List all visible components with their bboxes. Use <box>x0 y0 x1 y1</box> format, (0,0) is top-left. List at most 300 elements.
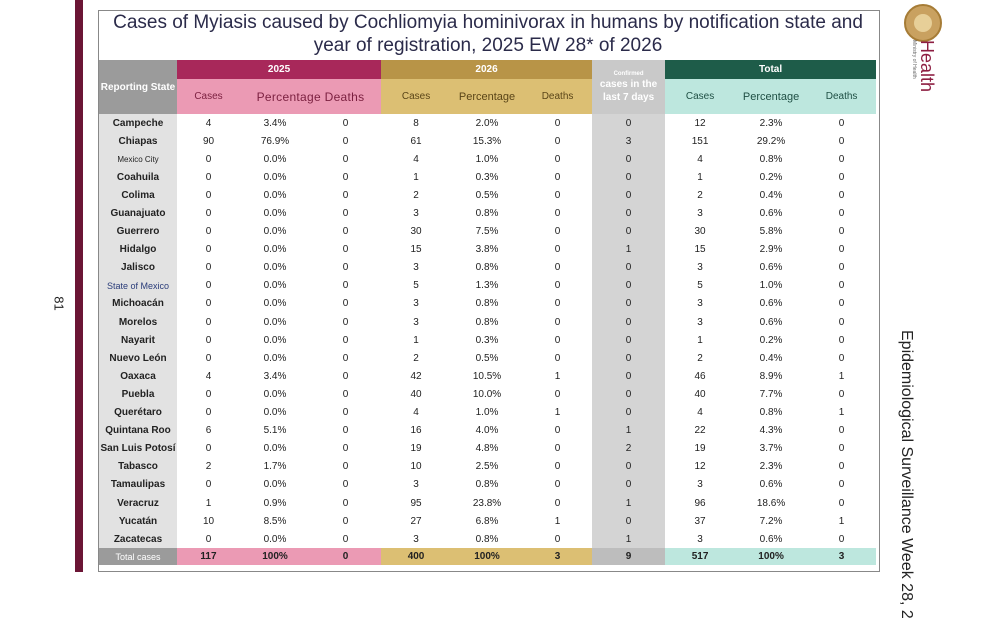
confirmed-cell: 0 <box>592 458 665 476</box>
table-cell: 4.3% <box>759 425 783 437</box>
table-cell: 0.6% <box>759 479 783 491</box>
table-cell: 0 <box>838 425 845 437</box>
state-name: Querétaro <box>99 404 177 422</box>
table-cell: 0 <box>838 479 845 491</box>
state-name: Campeche <box>99 114 177 132</box>
table-row <box>99 458 876 476</box>
confirmed-cell: 0 <box>592 204 665 222</box>
subheader-total-percentage: Percentage <box>735 79 807 114</box>
table-row <box>99 277 876 295</box>
total-label: Total cases <box>99 548 177 565</box>
table-row <box>99 295 876 313</box>
table-cell: 0 <box>554 316 561 328</box>
table-cell: 0 <box>205 298 212 310</box>
table-cell: 0 <box>205 316 212 328</box>
table-cell: 0.6% <box>759 262 783 274</box>
table-row <box>99 331 876 349</box>
table-cell: 0 <box>342 208 349 220</box>
state-name: Puebla <box>99 385 177 403</box>
table-cell: 0 <box>205 153 212 165</box>
table-cell: 0 <box>342 461 349 473</box>
table-cell: 3 <box>413 533 419 545</box>
table-cell: 0 <box>838 388 845 400</box>
subheader-2026-cases: Cases <box>381 79 451 114</box>
table-cell: 4.0% <box>475 425 499 437</box>
table-row <box>99 313 876 331</box>
total-cell: 117 <box>177 548 240 565</box>
table-cell: 3.7% <box>759 443 783 455</box>
table-cell: 3 <box>413 298 419 310</box>
state-name: State of Mexico <box>99 277 177 295</box>
table-cell: 0.8% <box>759 407 783 419</box>
table-cell: 0 <box>838 497 845 509</box>
table-cell: 3 <box>413 479 419 491</box>
table-cell: 0 <box>205 262 212 274</box>
table-cell: 3 <box>697 262 703 274</box>
table-cell: 16 <box>410 425 422 437</box>
page-title: Cases of Myiasis caused by Cochliomyia hominivorax in humans by notification state and year of registration, 2025 EW 28* of 2026 <box>113 12 863 56</box>
table-cell: 6.8% <box>475 515 499 527</box>
state-name: Veracruz <box>99 494 177 512</box>
table-cell: 12 <box>694 117 706 129</box>
table-cell: 0.0% <box>263 171 287 183</box>
table-cell: 40 <box>410 388 422 400</box>
state-name: Coahuila <box>99 168 177 186</box>
confirmed-cell: 0 <box>592 295 665 313</box>
table-cell: 0.2% <box>759 171 783 183</box>
subheader-2026-deaths: Deaths <box>523 79 592 114</box>
confirmed-cell: 0 <box>592 150 665 168</box>
table-cell: 0 <box>554 171 561 183</box>
table-cell: 0.0% <box>263 388 287 400</box>
table-cell: 0.0% <box>263 533 287 545</box>
table-cell: 0.6% <box>759 316 783 328</box>
table-cell: 0 <box>342 153 349 165</box>
table-cell: 40 <box>694 388 706 400</box>
table-cell: 5.8% <box>759 226 783 238</box>
table-cell: 0.0% <box>263 334 287 346</box>
table-cell: 4.8% <box>475 443 499 455</box>
table-cell: 1 <box>413 171 419 183</box>
table-row <box>99 476 876 494</box>
table-cell: 2 <box>697 352 703 364</box>
table-cell: 1.7% <box>263 461 287 473</box>
table-cell: 46 <box>694 370 706 382</box>
state-column-header: Reporting State <box>99 60 177 114</box>
confirmed-small-label: Confirmed <box>613 71 644 77</box>
confirmed-cell: 0 <box>592 259 665 277</box>
table-row <box>99 512 876 530</box>
left-decorative-bar <box>75 0 83 572</box>
table-cell: 2 <box>413 352 419 364</box>
table-cell: 8.9% <box>759 370 783 382</box>
table-cell: 0 <box>342 479 349 491</box>
table-row <box>99 440 876 458</box>
state-name: Mexico City <box>99 150 177 168</box>
table-cell: 1 <box>413 334 419 346</box>
table-cell: 0 <box>342 298 349 310</box>
table-cell: 2 <box>205 461 212 473</box>
confirmed-cell: 0 <box>592 186 665 204</box>
table-cell: 3 <box>697 479 703 491</box>
table-cell: 0 <box>342 280 349 292</box>
table-cell: 0.6% <box>759 298 783 310</box>
table-cell: 4 <box>697 407 703 419</box>
table-cell: 7.7% <box>759 388 783 400</box>
table-cell: 1.0% <box>759 280 783 292</box>
table-cell: 5 <box>697 280 703 292</box>
table-cell: 8 <box>413 117 419 129</box>
table-cell: 0 <box>554 497 561 509</box>
table-cell: 0.0% <box>263 352 287 364</box>
table-cell: 0 <box>342 135 349 147</box>
confirmed-cell: 0 <box>592 476 665 494</box>
table-cell: 0.0% <box>263 244 287 256</box>
table-cell: 0 <box>205 226 212 238</box>
confirmed-cell: 0 <box>592 168 665 186</box>
table-cell: 0.0% <box>263 479 287 491</box>
table-cell: 0.2% <box>759 334 783 346</box>
table-cell: 0.5% <box>475 189 499 201</box>
table-cell: 0.0% <box>263 208 287 220</box>
table-cell: 0 <box>342 352 349 364</box>
table-cell: 0 <box>342 226 349 238</box>
table-cell: 0.0% <box>263 298 287 310</box>
table-cell: 1 <box>697 171 703 183</box>
table-cell: 0 <box>838 226 845 238</box>
table-row <box>99 422 876 440</box>
table-cell: 0.5% <box>475 352 499 364</box>
confirmed-cell: 0 <box>592 385 665 403</box>
table-cell: 29.2% <box>756 135 786 147</box>
table-cell: 3.4% <box>263 370 287 382</box>
table-cell: 0 <box>205 407 212 419</box>
table-row <box>99 367 876 385</box>
total-cell: 9 <box>592 548 665 565</box>
table-cell: 0.3% <box>475 334 499 346</box>
table-cell: 18.6% <box>756 497 786 509</box>
table-row <box>99 186 876 204</box>
state-name: Oaxaca <box>99 367 177 385</box>
table-cell: 0 <box>342 443 349 455</box>
table-cell: 1.0% <box>475 407 499 419</box>
table-cell: 1 <box>697 334 703 346</box>
table-cell: 0 <box>342 117 349 129</box>
table-cell: 3 <box>697 208 703 220</box>
table-cell: 0 <box>205 334 212 346</box>
table-cell: 0 <box>554 208 561 220</box>
table-cell: 0 <box>554 189 561 201</box>
confirmed-cell: 1 <box>592 422 665 440</box>
table-cell: 0 <box>554 135 561 147</box>
subheader-total-cases: Cases <box>665 79 735 114</box>
total-cell: 100% <box>240 548 310 565</box>
table-cell: 12 <box>694 461 706 473</box>
table-row <box>99 132 876 150</box>
total-cell: 3 <box>523 548 592 565</box>
cases-table <box>99 60 876 565</box>
table-cell: 0 <box>838 244 845 256</box>
table-cell: 0 <box>342 533 349 545</box>
table-cell: 0 <box>838 135 845 147</box>
table-cell: 0 <box>838 461 845 473</box>
table-cell: 0 <box>205 533 212 545</box>
state-name: Colima <box>99 186 177 204</box>
table-cell: 1.0% <box>475 153 499 165</box>
confirmed-cell: 0 <box>592 114 665 132</box>
group-header-2026: 2026 <box>381 60 592 79</box>
table-cell: 1 <box>554 370 561 382</box>
table-cell: 0 <box>342 425 349 437</box>
table-row <box>99 223 876 241</box>
table-cell: 3 <box>697 533 703 545</box>
table-cell: 2.3% <box>759 117 783 129</box>
table-cell: 0.0% <box>263 316 287 328</box>
confirmed-cell: 0 <box>592 512 665 530</box>
subheader-2025-cases: Cases <box>177 79 240 114</box>
table-cell: 0 <box>838 298 845 310</box>
table-cell: 3 <box>697 316 703 328</box>
table-cell: 0 <box>554 388 561 400</box>
table-cell: 5 <box>413 280 419 292</box>
table-cell: 0 <box>554 352 561 364</box>
table-cell: 0 <box>838 280 845 292</box>
table-cell: 8.5% <box>263 515 287 527</box>
state-name: Guanajuato <box>99 204 177 222</box>
table-row <box>99 168 876 186</box>
table-cell: 0 <box>342 189 349 201</box>
confirmed-cell: 0 <box>592 331 665 349</box>
total-cell: 3 <box>807 548 876 565</box>
table-cell: 2.0% <box>475 117 499 129</box>
table-cell: 0 <box>342 244 349 256</box>
table-cell: 0 <box>554 443 561 455</box>
table-cell: 0 <box>205 189 212 201</box>
table-cell: 0 <box>554 117 561 129</box>
table-cell: 30 <box>410 226 422 238</box>
table-cell: 0.4% <box>759 352 783 364</box>
table-cell: 15 <box>694 244 706 256</box>
table-cell: 0.8% <box>759 153 783 165</box>
table-cell: 22 <box>694 425 706 437</box>
table-cell: 151 <box>691 135 709 147</box>
table-cell: 2 <box>413 189 419 201</box>
table-cell: 0 <box>342 171 349 183</box>
subheader-total-deaths: Deaths <box>807 79 876 114</box>
table-cell: 0 <box>342 497 349 509</box>
table-cell: 4 <box>413 407 419 419</box>
table-row <box>99 204 876 222</box>
table-cell: 3 <box>697 298 703 310</box>
table-cell: 96 <box>694 497 706 509</box>
table-cell: 0 <box>554 244 561 256</box>
table-cell: 3 <box>413 208 419 220</box>
group-header-2025: 2025 <box>177 60 381 79</box>
side-caption: Epidemiological Surveillance Week 28, 2 <box>898 330 915 619</box>
table-row <box>99 114 876 132</box>
table-cell: 1 <box>554 515 561 527</box>
brand-logo <box>911 40 937 92</box>
state-name: Morelos <box>99 313 177 331</box>
table-cell: 0.0% <box>263 153 287 165</box>
table-cell: 1 <box>838 370 845 382</box>
table-row <box>99 385 876 403</box>
table-cell: 0.0% <box>263 189 287 201</box>
table-cell: 0 <box>838 316 845 328</box>
state-name: Michoacán <box>99 295 177 313</box>
table-cell: 0.8% <box>475 316 499 328</box>
state-name: Nayarit <box>99 331 177 349</box>
table-cell: 0.9% <box>263 497 287 509</box>
table-cell: 10.0% <box>472 388 502 400</box>
table-cell: 0 <box>838 171 845 183</box>
table-cell: 0.6% <box>759 208 783 220</box>
table-row <box>99 259 876 277</box>
confirmed-cell: 3 <box>592 132 665 150</box>
table-cell: 0.6% <box>759 533 783 545</box>
state-name: Tabasco <box>99 458 177 476</box>
table-cell: 1.3% <box>475 280 499 292</box>
confirmed-cell: 0 <box>592 349 665 367</box>
table-cell: 10.5% <box>472 370 502 382</box>
total-cell: 100% <box>735 548 807 565</box>
table-cell: 2 <box>697 189 703 201</box>
table-cell: 0 <box>342 262 349 274</box>
state-name: Quintana Roo <box>99 422 177 440</box>
table-cell: 1 <box>838 407 845 419</box>
table-cell: 0.0% <box>263 407 287 419</box>
table-cell: 0.3% <box>475 171 499 183</box>
table-cell: 0 <box>838 117 845 129</box>
table-cell: 0 <box>554 425 561 437</box>
table-cell: 0.8% <box>475 533 499 545</box>
table-cell: 5.1% <box>263 425 287 437</box>
table-row <box>99 241 876 259</box>
state-name: Hidalgo <box>99 241 177 259</box>
table-cell: 76.9% <box>260 135 290 147</box>
table-cell: 42 <box>410 370 422 382</box>
table-cell: 0.8% <box>475 298 499 310</box>
total-cell: 517 <box>665 548 735 565</box>
subheader-2025-percentage-deaths: Percentage Deaths <box>240 79 381 114</box>
table-cell: 0 <box>554 280 561 292</box>
table-cell: 1 <box>205 497 212 509</box>
table-cell: 6 <box>205 425 212 437</box>
confirmed-cell: 1 <box>592 530 665 548</box>
table-cell: 0 <box>554 533 561 545</box>
table-cell: 3 <box>413 316 419 328</box>
table-cell: 0.0% <box>263 280 287 292</box>
confirmed-cell: 0 <box>592 277 665 295</box>
table-cell: 0.0% <box>263 262 287 274</box>
table-row <box>99 530 876 548</box>
table-cell: 2.3% <box>759 461 783 473</box>
state-name: Zacatecas <box>99 530 177 548</box>
table-cell: 0 <box>205 244 212 256</box>
table-cell: 0 <box>342 334 349 346</box>
table-cell: 0.8% <box>475 479 499 491</box>
table-cell: 7.5% <box>475 226 499 238</box>
table-row <box>99 150 876 168</box>
table-cell: 3.8% <box>475 244 499 256</box>
ministry-seal-icon <box>904 4 942 42</box>
table-cell: 0 <box>205 171 212 183</box>
table-cell: 3.4% <box>263 117 287 129</box>
table-cell: 2.9% <box>759 244 783 256</box>
state-name: Guerrero <box>99 223 177 241</box>
table-cell: 0.0% <box>263 226 287 238</box>
table-row <box>99 494 876 512</box>
confirmed-cell: 0 <box>592 223 665 241</box>
table-cell: 0 <box>205 388 212 400</box>
table-cell: 4 <box>697 153 703 165</box>
table-cell: 0.0% <box>263 443 287 455</box>
table-cell: 4 <box>205 370 212 382</box>
table-cell: 61 <box>410 135 422 147</box>
state-name: San Luis Potosí <box>99 440 177 458</box>
table-cell: 2.5% <box>475 461 499 473</box>
table-cell: 0 <box>342 370 349 382</box>
table-cell: 7.2% <box>759 515 783 527</box>
table-cell: 0 <box>205 352 212 364</box>
page-number: 81 <box>51 296 67 311</box>
table-cell: 1 <box>554 407 561 419</box>
table-cell: 0 <box>554 298 561 310</box>
group-header-total: Total <box>665 60 876 79</box>
total-cell: 0 <box>310 548 381 565</box>
table-cell: 0.8% <box>475 262 499 274</box>
confirmed-cell: 2 <box>592 440 665 458</box>
table-cell: 19 <box>410 443 422 455</box>
total-cell: 400 <box>381 548 451 565</box>
table-cell: 0 <box>554 262 561 274</box>
state-name: Yucatán <box>99 512 177 530</box>
confirmed-column-header <box>592 60 665 114</box>
table-cell: 27 <box>410 515 422 527</box>
table-cell: 0 <box>205 280 212 292</box>
table-cell: 4 <box>205 117 212 129</box>
table-row <box>99 349 876 367</box>
state-name: Nuevo León <box>99 349 177 367</box>
table-cell: 4 <box>413 153 419 165</box>
table-cell: 0 <box>838 153 845 165</box>
table-cell: 0 <box>554 226 561 238</box>
table-cell: 0 <box>342 515 349 527</box>
state-name: Tamaulipas <box>99 476 177 494</box>
table-cell: 0.8% <box>475 208 499 220</box>
table-cell: 0 <box>838 352 845 364</box>
confirmed-cell: 0 <box>592 367 665 385</box>
table-cell: 95 <box>410 497 422 509</box>
subheader-2026-percentage: Percentage <box>451 79 523 114</box>
table-cell: 0 <box>838 262 845 274</box>
table-cell: 10 <box>410 461 422 473</box>
confirmed-cell: 1 <box>592 241 665 259</box>
table-cell: 0 <box>554 334 561 346</box>
brand-name: Health <box>917 40 937 93</box>
table-cell: 1 <box>838 515 845 527</box>
state-name: Jalisco <box>99 259 177 277</box>
table-cell: 10 <box>202 515 215 527</box>
confirmed-cell: 0 <box>592 404 665 422</box>
table-cell: 0 <box>205 443 212 455</box>
table-row <box>99 404 876 422</box>
table-cell: 0 <box>342 316 349 328</box>
table-cell: 19 <box>694 443 706 455</box>
table-cell: 0 <box>342 407 349 419</box>
table-cell: 0 <box>554 153 561 165</box>
table-cell: 30 <box>694 226 706 238</box>
